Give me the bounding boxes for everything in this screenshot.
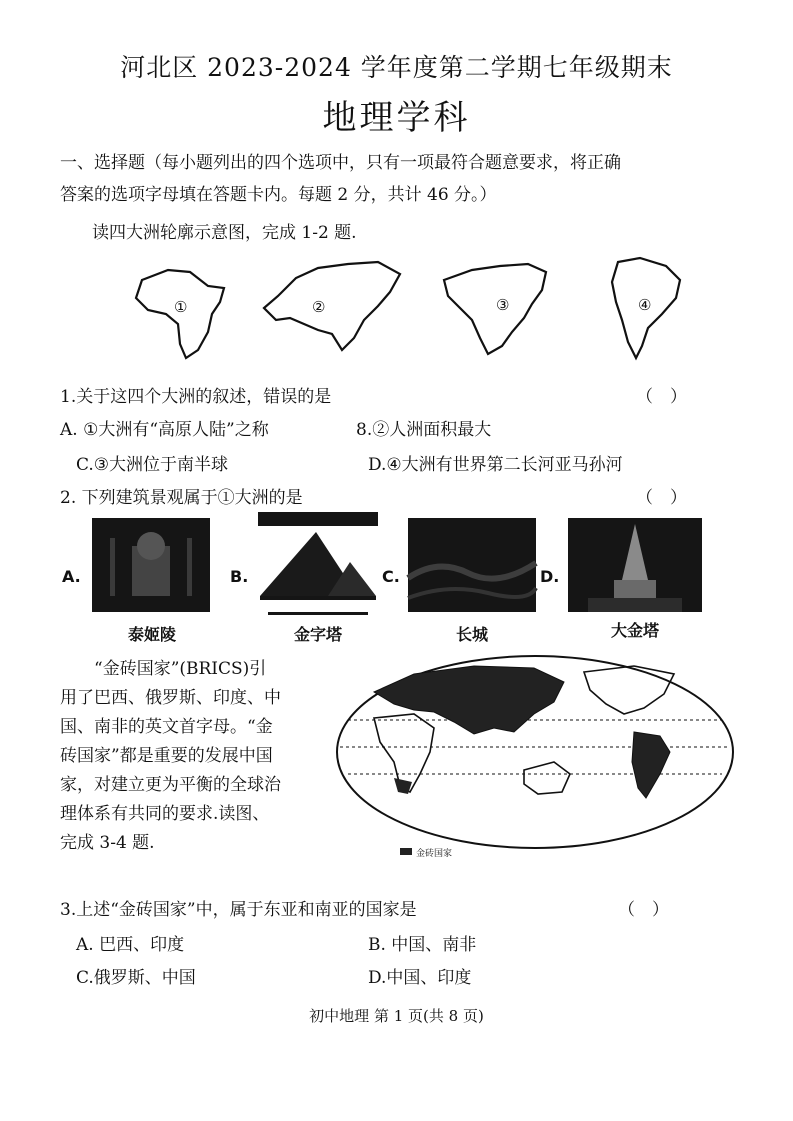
q1-option-c[interactable]: C.③大洲位于南半球	[76, 455, 229, 475]
asia-outline	[264, 262, 400, 350]
q2-caption-c: 长城	[455, 625, 488, 644]
q2-option-a-letter[interactable]: A.	[62, 567, 81, 586]
brics-para-line: 用了巴西、俄罗斯、印度、中	[60, 688, 281, 708]
north-america-outline	[444, 264, 546, 354]
q2-option-b-letter[interactable]: B.	[230, 567, 249, 586]
world-map-figure	[334, 652, 736, 862]
brics-para-line: 砖国家”都是重要的发展中国	[60, 746, 273, 766]
q1-answer-paren[interactable]: （ ）	[636, 387, 687, 407]
q2-answer-paren[interactable]: （ ）	[636, 488, 687, 508]
brics-para-line: 理体系有共同的要求.读图、	[60, 804, 270, 824]
continent-label-3: ③	[496, 296, 510, 314]
brics-para-line: 完成 3-4 题.	[60, 833, 155, 853]
q2-stem: 2. 下列建筑景观属于①大洲的是	[60, 488, 303, 508]
pyramid-photo	[258, 512, 378, 616]
q3-option-a[interactable]: A. 巴西、印度	[76, 935, 185, 955]
taj-mahal-photo	[92, 518, 210, 612]
q2-caption-b: 金字塔	[293, 625, 342, 644]
intro-q1-2: 读四大洲轮廓示意图，完成 1-2 题.	[92, 223, 357, 243]
page-footer: 初中地理 第 1 页(共 8 页)	[309, 1007, 484, 1025]
brics-para-line: 家，对建立更为平衡的全球治	[60, 775, 281, 795]
continent-label-2: ②	[312, 298, 326, 316]
q3-stem: 3.上述“金砖国家”中，属于东亚和南亚的国家是	[60, 900, 417, 920]
q3-answer-paren[interactable]: （ ）	[618, 900, 669, 920]
q2-option-d-letter[interactable]: D.	[540, 567, 560, 586]
q1-stem: 1.关于这四个大洲的叙述，错误的是	[60, 387, 332, 407]
q1-option-a[interactable]: A. ①大洲有“高原人陆”之称	[60, 420, 269, 440]
continent-outlines-figure	[128, 258, 688, 368]
q3-option-d[interactable]: D.中国、印度	[368, 968, 472, 988]
section-instruction-line2: 答案的选项字母填在答题卡内。每题 2 分，共计 46 分。）	[60, 185, 497, 205]
shwedagon-pagoda-photo	[568, 518, 702, 612]
brics-para-line: “金砖国家”(BRICS)引	[60, 659, 267, 679]
continent-label-4: ④	[638, 296, 652, 314]
map-legend-label: 金砖国家	[416, 849, 453, 859]
brics-paragraph	[60, 655, 330, 858]
exam-title-subject: 地理学科	[322, 98, 471, 138]
continent-label-1: ①	[174, 298, 188, 316]
brics-para-line: 国、南非的英文首字母。“金	[60, 717, 273, 737]
q3-option-c[interactable]: C.俄罗斯、中国	[76, 968, 196, 988]
q1-option-b[interactable]: 8.②人洲面积最大	[356, 420, 492, 440]
section-instruction-line1: 一、选择题（每小题列出的四个选项中，只有一项最符合题意要求，将正确	[60, 153, 621, 173]
q2-caption-d: 大金塔	[610, 621, 659, 640]
q1-option-d[interactable]: D.④大洲有世界第二长河亚马孙河	[368, 455, 623, 475]
q3-option-b[interactable]: B. 中国、南非	[368, 935, 477, 955]
great-wall-photo	[408, 518, 536, 612]
q2-option-c-letter[interactable]: C.	[382, 567, 400, 586]
exam-title-line1: 河北区 2023-2024 学年度第二学期七年级期末	[120, 53, 673, 82]
q2-caption-a: 泰姬陵	[127, 625, 176, 644]
